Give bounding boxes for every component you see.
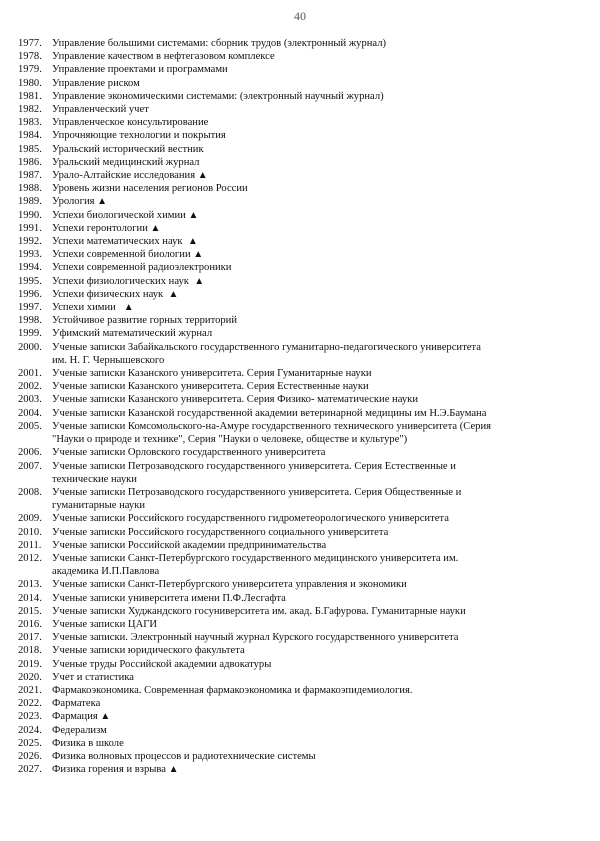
- entry-number: 2006.: [18, 447, 42, 459]
- entry-title-text: Ученые записки университета имени П.Ф.Лесгафта: [52, 592, 286, 604]
- list-item: [18, 156, 578, 169]
- entry-number: 2020.: [18, 671, 42, 683]
- list-item: [18, 697, 578, 710]
- entry-title: [52, 63, 578, 76]
- entry-number: 2012.: [18, 552, 42, 564]
- entry-title-text: им. Н. Г. Чернышевского: [52, 354, 165, 366]
- entry-title-line: [52, 697, 578, 710]
- list-item: [18, 737, 578, 750]
- entry-title-text: Фарматека: [52, 698, 101, 710]
- list-item: [18, 50, 578, 63]
- triangle-marker-icon: ▲: [194, 275, 205, 287]
- entry-title-line: [52, 341, 578, 354]
- entry-title-text: Упрочняющие технологии и покрытия: [52, 130, 226, 142]
- entry-title: [52, 50, 578, 63]
- entry-title-line: [52, 195, 578, 208]
- entry-title-line: [52, 103, 578, 116]
- entry-number: 1999.: [18, 328, 42, 340]
- entry-number: 1996.: [18, 288, 42, 300]
- list-item: [18, 512, 578, 525]
- entry-title-line: [52, 77, 578, 90]
- entry-title: [52, 420, 578, 446]
- entry-title-line: [52, 539, 578, 552]
- entry-title-line: [52, 486, 578, 499]
- list-item: [18, 169, 578, 182]
- entry-title: [52, 763, 578, 776]
- entry-title-text: Ученые записки Забайкальского государственного гуманитарно-педагогического университета: [52, 341, 481, 353]
- entry-number: 2017.: [18, 632, 42, 644]
- entry-title-line: [52, 750, 578, 763]
- triangle-marker-icon: ▲: [97, 196, 108, 208]
- entry-title-line: [52, 433, 578, 446]
- entry-number: 2016.: [18, 618, 42, 630]
- entry-title-text: Управление большими системами: сборник трудов (электронный журнал): [52, 38, 387, 49]
- entry-title: [52, 592, 578, 605]
- entry-title-text: Ученые записки Комсомольского-на-Амуре государственного технического университета (Серия: [52, 420, 492, 432]
- entry-title: [52, 578, 578, 591]
- entry-title-line: [52, 446, 578, 459]
- list-item: [18, 90, 578, 103]
- entry-title: [52, 367, 578, 380]
- list-item: [18, 724, 578, 737]
- entry-title-line: [52, 644, 578, 657]
- entry-number: 1993.: [18, 249, 42, 261]
- entry-number: 2023.: [18, 711, 42, 723]
- entry-title-line: [52, 763, 578, 776]
- entry-title-text: Ученые записки ЦАГИ: [52, 618, 157, 630]
- entry-title-line: [52, 169, 578, 182]
- entry-title: [52, 644, 578, 657]
- entry-title: [52, 261, 578, 274]
- entry-number: 2009.: [18, 513, 42, 525]
- list-item: [18, 367, 578, 380]
- entry-number: 1994.: [18, 262, 42, 274]
- entry-title: [52, 710, 578, 723]
- entry-title-line: [52, 314, 578, 327]
- list-item: [18, 644, 578, 657]
- entry-title: [52, 737, 578, 750]
- list-item: [18, 684, 578, 697]
- entry-title-line: [52, 37, 578, 50]
- entry-title-text: Управление качеством в нефтегазовом комплексе: [52, 51, 275, 63]
- entry-title-line: [52, 288, 578, 301]
- list-item: [18, 222, 578, 235]
- list-item: [18, 248, 578, 261]
- entry-title-line: [52, 724, 578, 737]
- list-item: [18, 407, 578, 420]
- entry-title-text: Фармация: [52, 711, 101, 723]
- entry-number: 1980.: [18, 77, 42, 89]
- entry-title: [52, 380, 578, 393]
- list-item: [18, 195, 578, 208]
- entry-title-text: Уфимский математический журнал: [52, 328, 213, 340]
- entry-title-line: [52, 261, 578, 274]
- entry-title: [52, 750, 578, 763]
- list-item: [18, 605, 578, 618]
- entry-title-line: [52, 499, 578, 512]
- entry-title: [52, 301, 578, 314]
- entry-title-text: Физика волновых процессов и радиотехнические системы: [52, 750, 316, 762]
- entry-title: [52, 460, 578, 486]
- entry-title: [52, 129, 578, 142]
- entry-number: 1979.: [18, 64, 42, 76]
- entry-title-line: [52, 275, 578, 288]
- entry-number: 2013.: [18, 579, 42, 591]
- list-item: [18, 393, 578, 406]
- entry-title: [52, 314, 578, 327]
- entry-title-text: Фармакоэкономика. Современная фармакоэкономика и фармакоэпидемиология.: [52, 684, 413, 696]
- entry-title-line: [52, 393, 578, 406]
- entry-number: 1985.: [18, 143, 42, 155]
- entry-number: 2005.: [18, 420, 42, 432]
- entry-title-text: Управление риском: [52, 77, 140, 89]
- entry-title-text: Управление экономическими системами: (электронный научный журнал): [52, 90, 384, 102]
- entry-title-line: [52, 658, 578, 671]
- list-item: [18, 288, 578, 301]
- entry-title-line: [52, 420, 578, 433]
- entry-title: [52, 222, 578, 235]
- entry-title-text: Управленческое консультирование: [52, 117, 209, 129]
- entry-title-line: [52, 631, 578, 644]
- list-item: [18, 578, 578, 591]
- entry-number: 2021.: [18, 684, 42, 696]
- entry-title: [52, 605, 578, 618]
- entry-title: [52, 658, 578, 671]
- entry-title-text: Ученые записки Казанского университета. Серия Физико- математические науки: [52, 394, 418, 406]
- entry-title-line: [52, 710, 578, 723]
- entry-title: [52, 169, 578, 182]
- list-item: [18, 209, 578, 222]
- entry-title-text: Ученые записки Казанского университета. Серия Гуманитарные науки: [52, 368, 372, 380]
- list-item: [18, 710, 578, 723]
- entry-title-line: [52, 301, 578, 314]
- entry-title-line: [52, 737, 578, 750]
- entry-title-text: Ученые записки. Электронный научный журнал Курского государственного университета: [52, 632, 459, 644]
- triangle-marker-icon: ▲: [168, 288, 179, 300]
- entry-title-line: [52, 116, 578, 129]
- entry-title-line: [52, 473, 578, 486]
- triangle-marker-icon: ▲: [100, 711, 111, 723]
- entry-title-line: [52, 684, 578, 697]
- list-item: [18, 261, 578, 274]
- entry-number: 2008.: [18, 486, 42, 498]
- entry-title-line: [52, 565, 578, 578]
- entry-title-text: Успехи современной радиоэлектроники: [52, 262, 232, 274]
- list-item: [18, 341, 578, 367]
- list-item: [18, 380, 578, 393]
- entry-title-text: Ученые записки Российского государственного гидрометеорологического университета: [52, 513, 449, 525]
- entry-title-text: Ученые записки Казанского университета. Серия Естественные науки: [52, 381, 369, 393]
- list-item: [18, 116, 578, 129]
- entry-number: 1998.: [18, 315, 42, 327]
- list-item: [18, 539, 578, 552]
- entry-title-line: [52, 552, 578, 565]
- entry-title-text: Урология: [52, 196, 98, 208]
- list-item: [18, 103, 578, 116]
- entry-title-text: Уровень жизни населения регионов России: [52, 183, 248, 195]
- entry-title: [52, 275, 578, 288]
- entry-number: 2026.: [18, 750, 42, 762]
- list-item: [18, 77, 578, 90]
- entry-title-line: [52, 156, 578, 169]
- list-item: [18, 235, 578, 248]
- list-item: [18, 460, 578, 486]
- entry-title-line: [52, 380, 578, 393]
- entry-title: [52, 393, 578, 406]
- entry-number: 1981.: [18, 90, 42, 102]
- entry-number: 2002.: [18, 381, 42, 393]
- entry-title-line: [52, 526, 578, 539]
- list-item: [18, 327, 578, 340]
- entry-number: 1995.: [18, 275, 42, 287]
- entry-title-text: Ученые записки Худжандского госуниверситета им. акад. Б.Гафурова. Гуманитарные науки: [52, 605, 466, 617]
- entry-title: [52, 486, 578, 512]
- entry-title: [52, 182, 578, 195]
- entry-title-line: [52, 90, 578, 103]
- entry-title-text: Физика горения и взрыва: [52, 764, 169, 776]
- entry-title-text: Управленческий учет: [52, 104, 149, 116]
- list-item: [18, 275, 578, 288]
- entry-title: [52, 288, 578, 301]
- entry-title: [52, 724, 578, 737]
- entry-title-text: Ученые записки Российской академии предпринимательства: [52, 539, 327, 551]
- entry-title: [52, 446, 578, 459]
- list-item: [18, 143, 578, 156]
- entry-number: 2003.: [18, 394, 42, 406]
- list-item: [18, 301, 578, 314]
- entry-number: 2014.: [18, 592, 42, 604]
- entry-number: 2015.: [18, 605, 42, 617]
- entry-title-text: Ученые записки Российского государственного социального университета: [52, 526, 389, 538]
- entry-title-text: Управление проектами и программами: [52, 64, 228, 76]
- entry-number: 2010.: [18, 526, 42, 538]
- entry-number: 1983.: [18, 117, 42, 129]
- entry-title-text: Успехи современной биологии: [52, 249, 194, 261]
- entry-title-text: Ученые записки Петрозаводского государственного университета. Серия Общественные и: [52, 486, 462, 498]
- entry-number: 2000.: [18, 341, 42, 353]
- entry-title-text: Урало-Алтайские исследования: [52, 170, 198, 182]
- triangle-marker-icon: ▲: [150, 222, 161, 234]
- entry-number: 2027.: [18, 764, 42, 776]
- entry-title-line: [52, 143, 578, 156]
- entry-title-line: [52, 248, 578, 261]
- entry-title-text: Успехи математических наук: [52, 236, 188, 248]
- entry-title-line: [52, 407, 578, 420]
- entry-title: [52, 235, 578, 248]
- entry-title-text: "Науки о природе и технике", Серия "Науки о человеке, обществе и культуре"): [52, 434, 408, 446]
- entry-title-line: [52, 460, 578, 473]
- entry-title-text: Успехи химии: [52, 302, 124, 314]
- entry-title: [52, 526, 578, 539]
- entry-title-line: [52, 129, 578, 142]
- entry-number: 1997.: [18, 302, 42, 314]
- entry-title: [52, 209, 578, 222]
- entry-title: [52, 671, 578, 684]
- triangle-marker-icon: ▲: [123, 302, 134, 314]
- entry-title-text: Ученые записки юридического факультета: [52, 645, 245, 657]
- entry-title-line: [52, 182, 578, 195]
- entry-title-line: [52, 367, 578, 380]
- list-item: [18, 182, 578, 195]
- entry-title-line: [52, 512, 578, 525]
- page-number: 40: [294, 9, 306, 23]
- entry-title-text: Успехи физиологических наук: [52, 275, 195, 287]
- list-item: [18, 129, 578, 142]
- entry-title: [52, 103, 578, 116]
- triangle-marker-icon: ▲: [197, 170, 208, 182]
- entry-number: 1991.: [18, 222, 42, 234]
- entry-number: 2025.: [18, 737, 42, 749]
- entry-title-line: [52, 578, 578, 591]
- entry-number: 2001.: [18, 368, 42, 380]
- entry-number: 2022.: [18, 698, 42, 710]
- entry-title: [52, 341, 578, 367]
- entry-number: 2018.: [18, 645, 42, 657]
- entry-title-text: Физика в школе: [52, 737, 124, 749]
- entry-title: [52, 539, 578, 552]
- triangle-marker-icon: ▲: [188, 209, 199, 221]
- entry-title-line: [52, 671, 578, 684]
- entry-title: [52, 116, 578, 129]
- entry-title: [52, 512, 578, 525]
- entry-title-text: Успехи физических наук: [52, 288, 169, 300]
- list-item: [18, 526, 578, 539]
- entry-title-line: [52, 222, 578, 235]
- list-item: [18, 631, 578, 644]
- list-item: [18, 763, 578, 776]
- entry-title: [52, 407, 578, 420]
- entry-title-text: Устойчивое развитие горных территорий: [52, 315, 238, 327]
- entry-title-text: Учет и статистика: [52, 671, 135, 683]
- entry-title: [52, 684, 578, 697]
- list-item: [18, 618, 578, 631]
- entry-number: 1986.: [18, 156, 42, 168]
- entry-title-text: Ученые записки Санкт-Петербургского университета управления и экономики: [52, 579, 407, 591]
- entry-title-line: [52, 50, 578, 63]
- entry-number: 1987.: [18, 170, 42, 182]
- entry-title: [52, 90, 578, 103]
- triangle-marker-icon: ▲: [193, 249, 204, 261]
- entry-title: [52, 327, 578, 340]
- entry-title-text: Ученые записки Казанской государственной академии ветеринарной медицины им Н.Э.Баумана: [52, 407, 487, 419]
- list-item: [18, 592, 578, 605]
- entry-title-line: [52, 605, 578, 618]
- list-item: [18, 37, 578, 50]
- triangle-marker-icon: ▲: [187, 236, 198, 248]
- entry-number: 1989.: [18, 196, 42, 208]
- entry-title: [52, 77, 578, 90]
- entry-number: 2019.: [18, 658, 42, 670]
- entry-number: 1977.: [18, 38, 42, 49]
- entry-title-text: Ученые записки Орловского государственного университета: [52, 447, 326, 459]
- entry-title-text: Ученые записки Петрозаводского государственного университета. Серия Естественные и: [52, 460, 456, 472]
- entry-number: 1984.: [18, 130, 42, 142]
- entry-number: 2024.: [18, 724, 42, 736]
- list-item: [18, 314, 578, 327]
- entry-title: [52, 697, 578, 710]
- entry-number: 1990.: [18, 209, 42, 221]
- entry-number: 1982.: [18, 104, 42, 116]
- entry-title: [52, 37, 578, 50]
- entry-title-line: [52, 327, 578, 340]
- entry-title: [52, 195, 578, 208]
- entry-title-text: академика И.П.Павлова: [52, 566, 160, 578]
- entry-title: [52, 143, 578, 156]
- entry-title-text: Ученые труды Российской академии адвокатуры: [52, 658, 272, 670]
- entry-title-text: гуманитарные науки: [52, 500, 146, 512]
- list-item: [18, 552, 578, 578]
- entry-number: 2007.: [18, 460, 42, 472]
- list-item: [18, 420, 578, 446]
- entry-title: [52, 631, 578, 644]
- list-item: [18, 486, 578, 512]
- entry-title-text: Уральский медицинский журнал: [52, 156, 200, 168]
- list-item: [18, 658, 578, 671]
- entry-title-text: технические науки: [52, 473, 137, 485]
- list-item: [18, 750, 578, 763]
- entry-title-text: Ученые записки Санкт-Петербургского государственного медицинского университета им.: [52, 552, 459, 564]
- entry-title-text: Федерализм: [52, 724, 107, 736]
- entry-title-line: [52, 235, 578, 248]
- entry-title-line: [52, 63, 578, 76]
- list-item: [18, 446, 578, 459]
- list-item: [18, 63, 578, 76]
- entry-title-text: Успехи геронтологии: [52, 222, 151, 234]
- entry-title: [52, 552, 578, 578]
- entry-number: 1988.: [18, 183, 42, 195]
- journal-list: [18, 37, 578, 776]
- entry-title-line: [52, 618, 578, 631]
- entry-number: 2011.: [18, 539, 42, 551]
- entry-title: [52, 156, 578, 169]
- list-item: [18, 671, 578, 684]
- entry-title-line: [52, 592, 578, 605]
- entry-title: [52, 248, 578, 261]
- entry-title-text: Успехи биологической химии: [52, 209, 189, 221]
- entry-number: 1992.: [18, 236, 42, 248]
- entry-number: 1978.: [18, 51, 42, 63]
- entry-title-line: [52, 209, 578, 222]
- entry-title-text: Уральский исторический вестник: [52, 143, 204, 155]
- entry-number: 2004.: [18, 407, 42, 419]
- entry-title: [52, 618, 578, 631]
- triangle-marker-icon: ▲: [168, 764, 179, 776]
- entry-title-line: [52, 354, 578, 367]
